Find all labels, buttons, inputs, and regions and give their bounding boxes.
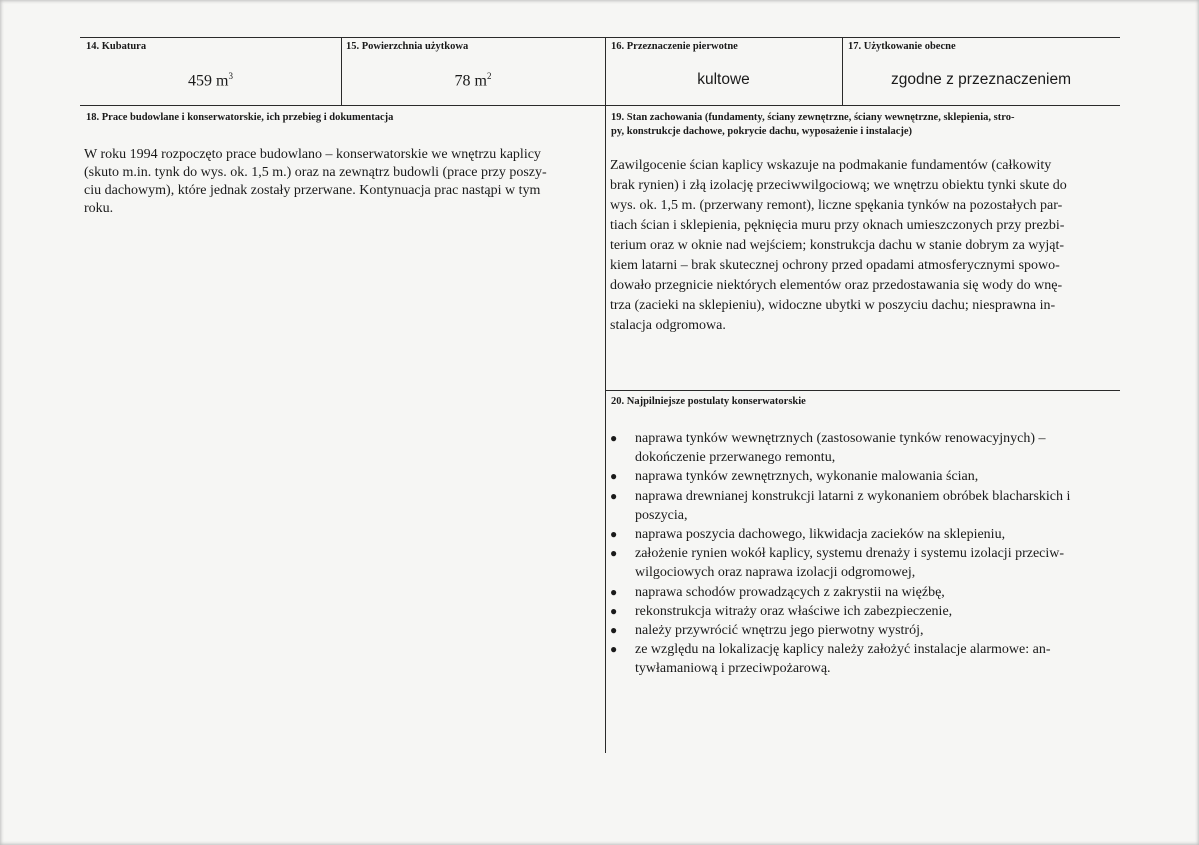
bullet-icon: ● — [610, 431, 618, 445]
prace-line: roku. — [84, 201, 114, 216]
postulat-line: naprawa drewnianej konstrukcji latarni z wykonaniem obróbek blacharskich i — [635, 488, 1071, 504]
postulat-item — [607, 487, 1115, 525]
prace-line: (skuto m.in. tynk do wys. ok. 1,5 m.) oraz na zewnątrz budowli (prace przy poszy- — [84, 165, 547, 180]
stan-line: brak rynien) i złą izolację przeciwwilgociową; we wnętrzu obiektu tynki skute do — [610, 178, 1067, 193]
postulat-line: rekonstrukcja witraży oraz właściwe ich zabezpieczenie, — [635, 603, 953, 619]
postulat-line: poszycia, — [635, 507, 688, 523]
przeznaczenie-label: 16. Przeznaczenie pierwotne — [611, 41, 738, 52]
col-divider-main — [605, 37, 606, 753]
postulat-item — [607, 602, 1115, 621]
postulat-line: tywłamaniową i przeciwpożarową. — [635, 661, 831, 677]
stan-line: dowało przegnicie niektórych elementów oraz przedostawania się wody do wnę- — [610, 278, 1063, 293]
bullet-icon: ● — [610, 488, 618, 503]
prace-label: 18. Prace budowlane i konserwatorskie, ich przebieg i dokumentacja — [86, 112, 394, 123]
uzytkowanie-value: zgodne z przeznaczeniem — [890, 71, 1072, 88]
kubatura-label: 14. Kubatura — [86, 41, 147, 52]
postulat-item — [607, 467, 1115, 486]
stan-line: trza (zacieki na sklepieniu), widoczne ubytki w poszyciu dachu; niesprawna in- — [610, 298, 1056, 313]
postulat-item — [607, 640, 1115, 678]
prace-line: ciu dachowym), które jednak zostały przerwane. Kontynuacja prac nastąpi w tym — [84, 183, 541, 198]
postulat-line: założenie rynien wokół kaplicy, systemu drenaży i systemu izolacji przeciw- — [635, 546, 1065, 562]
table-top-rule — [80, 37, 1120, 38]
postulat-item — [607, 429, 1115, 467]
bullet-icon: ● — [610, 623, 618, 638]
postulat-line: dokończenie przerwanego remontu, — [635, 450, 836, 466]
stan-line: terium oraz w oknie nad wejściem; konstrukcja dachu w stanie dobrym za wyjąt- — [610, 238, 1065, 253]
stan-line: wys. ok. 1,5 m. (przerwany remont), liczne spękania tynków na pozostałych par- — [610, 198, 1063, 213]
postulat-line: naprawa tynków wewnętrznych (zastosowanie tynków renowacyjnych) – — [635, 431, 1046, 446]
powierzchnia-number: 78 m — [454, 72, 487, 90]
uzytkowanie-label: 17. Użytkowanie obecne — [848, 41, 956, 52]
stan-line: Zawilgocenie ścian kaplicy wskazuje na podmakanie fundamentów (całkowity — [610, 158, 1052, 173]
postulat-line: naprawa schodów prowadzących z zakrystii na więźbę, — [635, 584, 945, 600]
postulaty-divider — [605, 390, 1120, 391]
stan-line: kiem latarni – brak skutecznej ochrony przed opadami atmosferycznymi spowo- — [610, 258, 1060, 273]
bullet-icon: ● — [610, 469, 618, 484]
powierzchnia-value — [341, 71, 605, 90]
postulat-item — [607, 621, 1115, 640]
bullet-icon: ● — [610, 527, 618, 542]
postulat-item — [607, 525, 1115, 544]
powierzchnia-label: 15. Powierzchnia użytkowa — [346, 41, 469, 52]
bullet-icon: ● — [610, 642, 618, 657]
stan-line: tiach ścian i sklepienia, pęknięcia muru przy oknach umieszczonych przy prezbi- — [610, 218, 1065, 233]
powierzchnia-unit-exponent: 2 — [486, 71, 492, 81]
kubatura-unit-exponent: 3 — [228, 71, 233, 81]
bullet-icon: ● — [610, 546, 618, 561]
stan-label-line1: 19. Stan zachowania (fundamenty, ściany zewnętrzne, ściany wewnętrzne, sklepienia, stro- — [611, 112, 1015, 123]
postulaty-label: 20. Najpilniejsze postulaty konserwatorskie — [611, 396, 806, 407]
bullet-icon: ● — [610, 603, 618, 618]
postulat-line: naprawa poszycia dachowego, likwidacja zacieków na sklepieniu, — [635, 527, 1006, 543]
postulat-line: naprawa tynków zewnętrznych, wykonanie malowania ścian, — [635, 469, 979, 485]
bullet-icon: ● — [610, 584, 618, 599]
prace-line: W roku 1994 rozpoczęto prace budowlano – konserwatorskie we wnętrzu kaplicy — [84, 147, 541, 162]
stan-label-line2: py, konstrukcje dachowe, pokrycie dachu, wyposażenie i instalacje) — [611, 126, 913, 137]
postulat-line: wilgociowych oraz naprawa izolacji odgromowej, — [635, 565, 916, 581]
stan-line: stalacja odgromowa. — [610, 318, 726, 333]
postulaty-list — [607, 429, 1115, 679]
postulat-line: ze względu na lokalizację kaplicy należy założyć instalacje alarmowe: an- — [635, 642, 1051, 658]
postulat-line: należy przywrócić wnętrzu jego pierwotny wystrój, — [635, 623, 924, 639]
kubatura-number: 459 m — [188, 72, 229, 90]
przeznaczenie-value: kultowe — [697, 71, 750, 88]
postulat-item — [607, 583, 1115, 602]
kubatura-value — [80, 71, 341, 90]
row-divider — [80, 105, 1120, 106]
postulat-item — [607, 544, 1115, 582]
